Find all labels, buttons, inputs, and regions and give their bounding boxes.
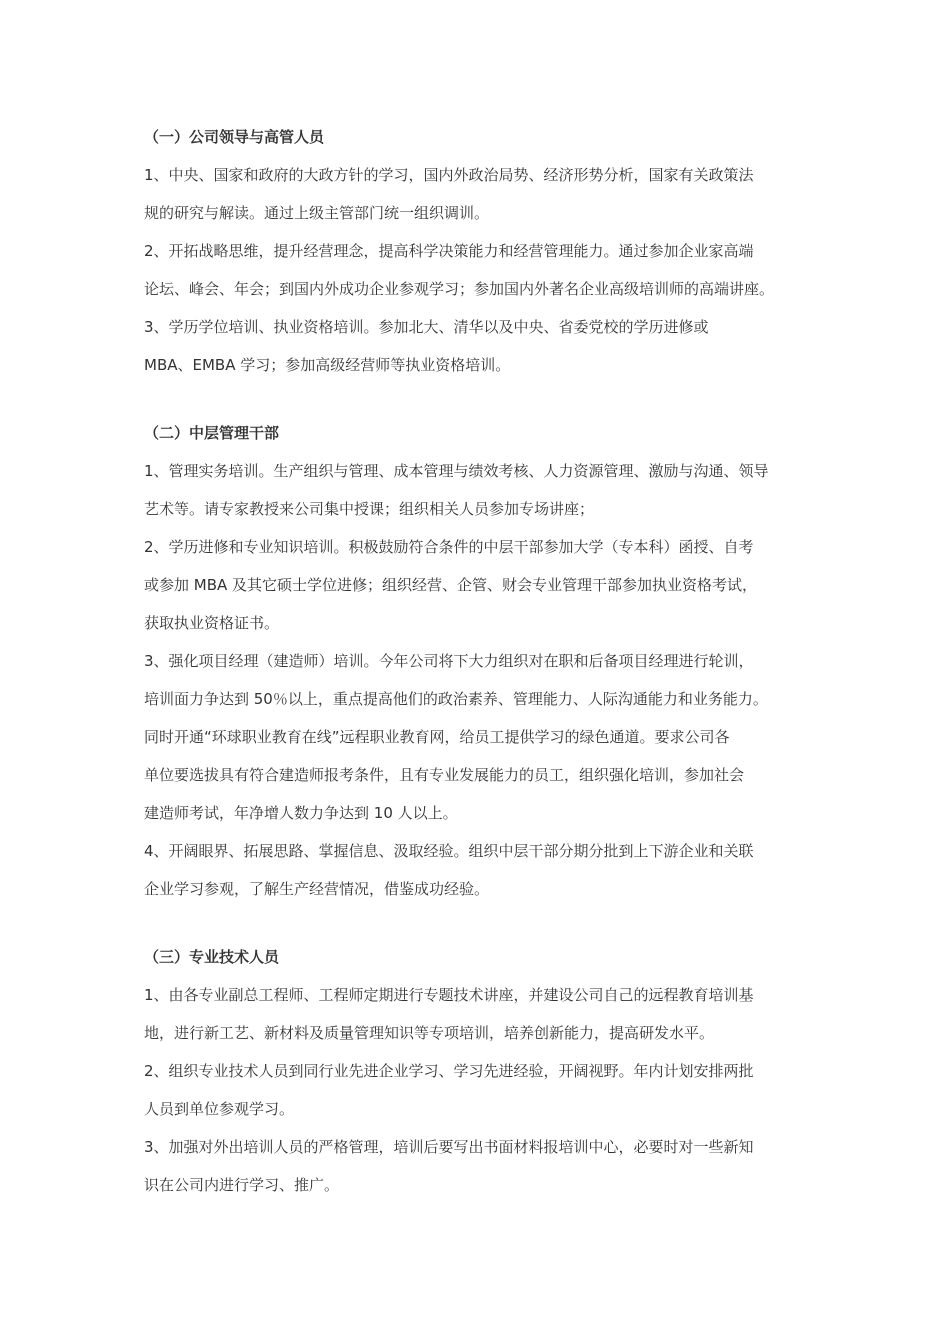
paragraph-line: 企业学习参观，了解生产经营情况，借鉴成功经验。	[144, 880, 490, 898]
paragraph-line: 或参加 MBA 及其它硕士学位进修；组织经营、企管、财会专业管理干部参加执业资格考试，	[144, 576, 758, 594]
section-technical-staff	[144, 939, 834, 1204]
paragraph-line: 建造师考试，年净增人数力争达到 10 人以上。	[144, 804, 458, 822]
paragraph-line: 论坛、峰会、年会；到国内外成功企业参观学习；参加国内外著名企业高级培训师的高端讲座。	[144, 280, 775, 298]
paragraph-line: 1、由各专业副总工程师、工程师定期进行专题技术讲座，并建设公司自己的远程教育培训基	[144, 986, 754, 1004]
paragraph-line: 单位要选拔具有符合建造师报考条件，且有专业发展能力的员工，组织强化培训，参加社会	[144, 766, 745, 784]
paragraph-line: 2、学历进修和专业知识培训。积极鼓励符合条件的中层干部参加大学（专本科）函授、自考	[144, 538, 754, 556]
paragraph-line: 4、开阔眼界、拓展思路、掌握信息、汲取经验。组织中层干部分期分批到上下游企业和关联	[144, 842, 754, 860]
section-heading: （三）专业技术人员	[144, 948, 280, 966]
paragraph-line: 地，进行新工艺、新材料及质量管理知识等专项培训，培养创新能力，提高研发水平。	[144, 1024, 715, 1042]
paragraph-line: 3、强化项目经理（建造师）培训。今年公司将下大力组织对在职和后备项目经理进行轮训，	[144, 652, 754, 670]
paragraph-line: 识在公司内进行学习、推广。	[144, 1176, 340, 1194]
document-page	[144, 119, 834, 1204]
paragraph-line: 培训面力争达到 50％以上，重点提高他们的政治素养、管理能力、人际沟通能力和业务能力。	[144, 690, 768, 708]
section-middle-management	[144, 415, 834, 908]
paragraph-line: 1、管理实务培训。生产组织与管理、成本管理与绩效考核、人力资源管理、激励与沟通、领导	[144, 462, 769, 480]
section-leadership	[144, 119, 834, 384]
paragraph-line: 3、加强对外出培训人员的严格管理，培训后要写出书面材料报培训中心，必要时对一些新知	[144, 1138, 754, 1156]
paragraph-line: 同时开通“环球职业教育在线”远程职业教育网，给员工提供学习的绿色通道。要求公司各	[144, 728, 730, 746]
paragraph-line: 获取执业资格证书。	[144, 614, 280, 632]
paragraph-line: 艺术等。请专家教授来公司集中授课；组织相关人员参加专场讲座；	[144, 500, 595, 518]
paragraph-line: 2、开拓战略思维，提升经营理念，提高科学决策能力和经营管理能力。通过参加企业家高端	[144, 242, 754, 260]
paragraph-line: 人员到单位参观学习。	[144, 1100, 295, 1118]
paragraph-line: 2、组织专业技术人员到同行业先进企业学习、学习先进经验，开阔视野。年内计划安排两批	[144, 1062, 754, 1080]
section-heading: （二）中层管理干部	[144, 424, 280, 442]
section-heading: （一）公司领导与高管人员	[144, 128, 325, 146]
paragraph-line: 1、中央、国家和政府的大政方针的学习，国内外政治局势、经济形势分析，国家有关政策法	[144, 166, 754, 184]
paragraph-line: 规的研究与解读。通过上级主管部门统一组织调训。	[144, 204, 490, 222]
paragraph-line: MBA、EMBA 学习；参加高级经营师等执业资格培训。	[144, 356, 511, 374]
paragraph-line: 3、学历学位培训、执业资格培训。参加北大、清华以及中央、省委党校的学历进修或	[144, 318, 709, 336]
